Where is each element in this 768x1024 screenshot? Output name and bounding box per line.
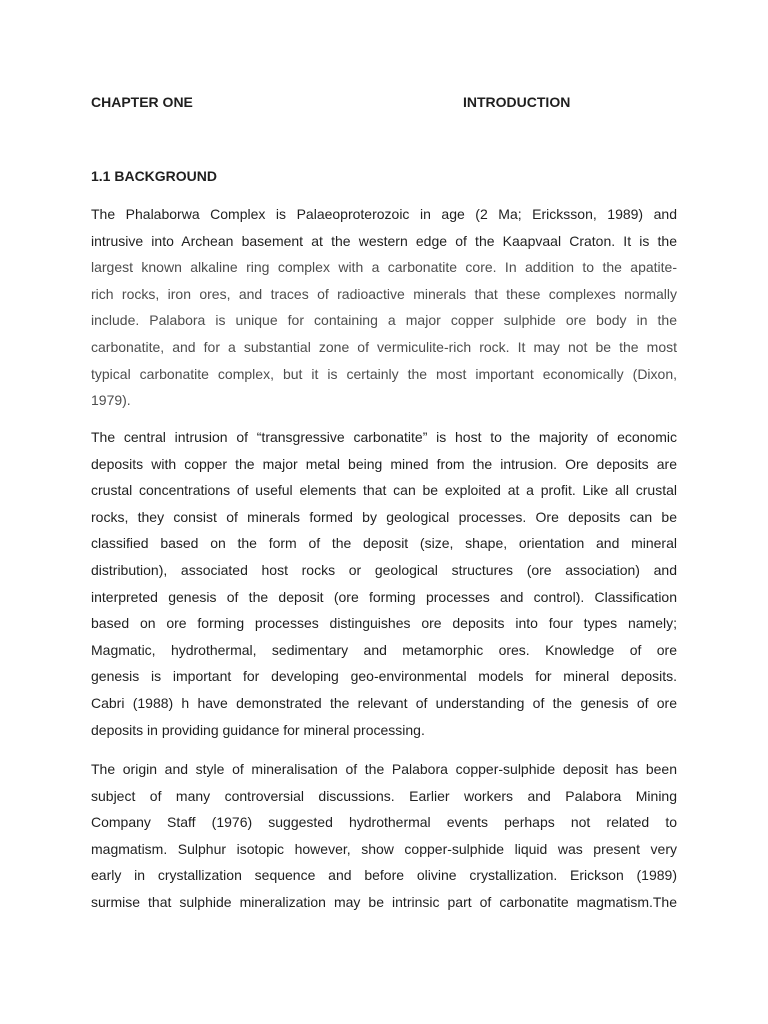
paragraph-line: crustal concentrations of useful elements that can be exploited at a profit. Like all crustal	[91, 482, 677, 499]
paragraph-line: subject of many controversial discussions. Earlier workers and Palabora Mining	[91, 787, 677, 804]
paragraph-line: intrusive into Archean basement at the western edge of the Kaapvaal Craton. It is the	[91, 232, 677, 249]
section-heading: 1.1 BACKGROUND	[91, 168, 218, 184]
paragraph-line: rocks, they consist of minerals formed by geological processes. Ore deposits can be	[91, 508, 677, 525]
paragraph-line: The Phalaborwa Complex is Palaeoproterozoic in age (2 Ma; Ericksson, 1989) and	[91, 206, 677, 222]
paragraph-line: 1979).	[91, 392, 131, 409]
paragraph-line: The central intrusion of “transgressive carbonatite” is host to the majority of economic	[91, 429, 677, 445]
paragraph-line: genesis is important for developing geo-environmental models for mineral deposits.	[91, 668, 677, 685]
paragraph-line: include. Palabora is unique for containing a major copper sulphide ore body in the	[91, 312, 677, 329]
paragraph-line: based on ore forming processes distinguishes ore deposits into four types namely;	[91, 615, 677, 632]
paragraph-line: Magmatic, hydrothermal, sedimentary and metamorphic ores. Knowledge of ore	[91, 641, 677, 658]
chapter-label: CHAPTER ONE	[91, 94, 193, 110]
chapter-title: INTRODUCTION	[463, 94, 571, 110]
paragraph-2	[91, 424, 677, 743]
paragraph-line: magmatism. Sulphur isotopic however, show copper-sulphide liquid was present very	[91, 840, 677, 857]
paragraph-line: largest known alkaline ring complex with a carbonatite core. In addition to the apatite-	[91, 259, 677, 276]
paragraph-line: rich rocks, iron ores, and traces of radioactive minerals that these complexes normally	[91, 285, 677, 302]
paragraph-line: classified based on the form of the deposit (size, shape, orientation and mineral	[91, 535, 677, 552]
paragraph-line: distribution), associated host rocks or geological structures (ore association) and	[91, 561, 677, 578]
paragraph-line: deposits with copper the major metal being mined from the intrusion. Ore deposits are	[91, 455, 677, 472]
paragraph-line: early in crystallization sequence and before olivine crystallization. Erickson (1989)	[91, 867, 677, 884]
paragraph-line: The origin and style of mineralisation of the Palabora copper-sulphide deposit has been	[91, 761, 677, 777]
paragraph-3	[91, 756, 677, 916]
paragraph-line: typical carbonatite complex, but it is certainly the most important economically (Dixon,	[91, 365, 677, 382]
paragraph-line: surmise that sulphide mineralization may be intrinsic part of carbonatite magmatism.The	[91, 893, 677, 910]
chapter-header	[91, 94, 691, 112]
paragraph-line: deposits in providing guidance for mineral processing.	[91, 721, 425, 738]
paragraph-line: Cabri (1988) h have demonstrated the relevant of understanding of the genesis of ore	[91, 694, 677, 711]
paragraph-1	[91, 201, 677, 414]
paragraph-line: carbonatite, and for a substantial zone of vermiculite-rich rock. It may not be the most	[91, 338, 677, 355]
paragraph-line: Company Staff (1976) suggested hydrothermal events perhaps not related to	[91, 814, 677, 831]
paragraph-line: interpreted genesis of the deposit (ore forming processes and control). Classification	[91, 588, 677, 605]
